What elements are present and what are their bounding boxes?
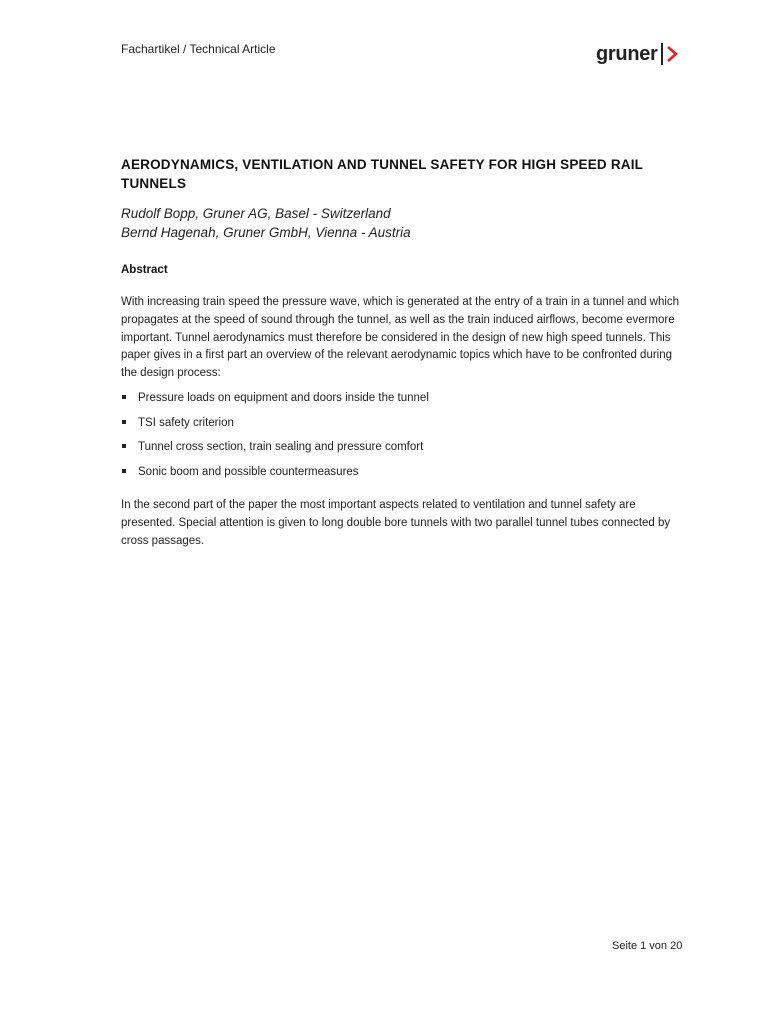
abstract-heading: Abstract	[121, 264, 168, 276]
abstract-intro-paragraph: With increasing train speed the pressure wave, which is generated at the entry of a train in a tunnel and which propagates at the speed of sound through the tunnel, as well as the train induced airflows, become evermore important. Tunnel aerodynamics must therefore be considered in the design of new high speed tunnels. This paper gives in a first part an overview of the relevant aerodynamic topics which have to be confronted during the design process:	[121, 296, 680, 380]
abstract-closing-paragraph: In the second part of the paper the most important aspects related to ventilation and tunnel safety are presented. Special attention is given to long double bore tunnels with two parallel tunnel tubes connected by cross passages.	[121, 499, 671, 547]
bullet-item	[121, 439, 681, 464]
article-title: AERODYNAMICS, VENTILATION AND TUNNEL SAFETY FOR HIGH SPEED RAIL TUNNELS	[121, 157, 643, 191]
logo-arrow-icon	[666, 45, 678, 63]
bullet-item	[121, 464, 681, 489]
author-line: Rudolf Bopp, Gruner AG, Basel - Switzerland	[121, 206, 391, 221]
page-number: Seite 1 von 20	[612, 940, 683, 952]
bullet-text: TSI safety criterion	[138, 416, 234, 429]
logo-text: gruner	[596, 42, 658, 65]
header-label: Fachartikel / Technical Article	[121, 42, 276, 56]
topic-bullet-list	[121, 390, 681, 488]
bullet-text: Pressure loads on equipment and doors inside the tunnel	[138, 392, 429, 404]
bullet-square-icon	[122, 444, 126, 448]
bullet-text: Tunnel cross section, train sealing and pressure comfort	[138, 441, 424, 453]
bullet-text: Sonic boom and possible countermeasures	[138, 465, 359, 478]
logo-bar	[661, 43, 663, 65]
author-list	[121, 205, 411, 242]
bullet-square-icon	[122, 469, 126, 473]
bullet-item	[121, 415, 681, 440]
bullet-square-icon	[122, 420, 126, 424]
gruner-logo	[596, 40, 678, 68]
bullet-item	[121, 390, 681, 415]
author-line: Bernd Hagenah, Gruner GmbH, Vienna - Austria	[121, 224, 411, 240]
bullet-square-icon	[122, 395, 126, 399]
